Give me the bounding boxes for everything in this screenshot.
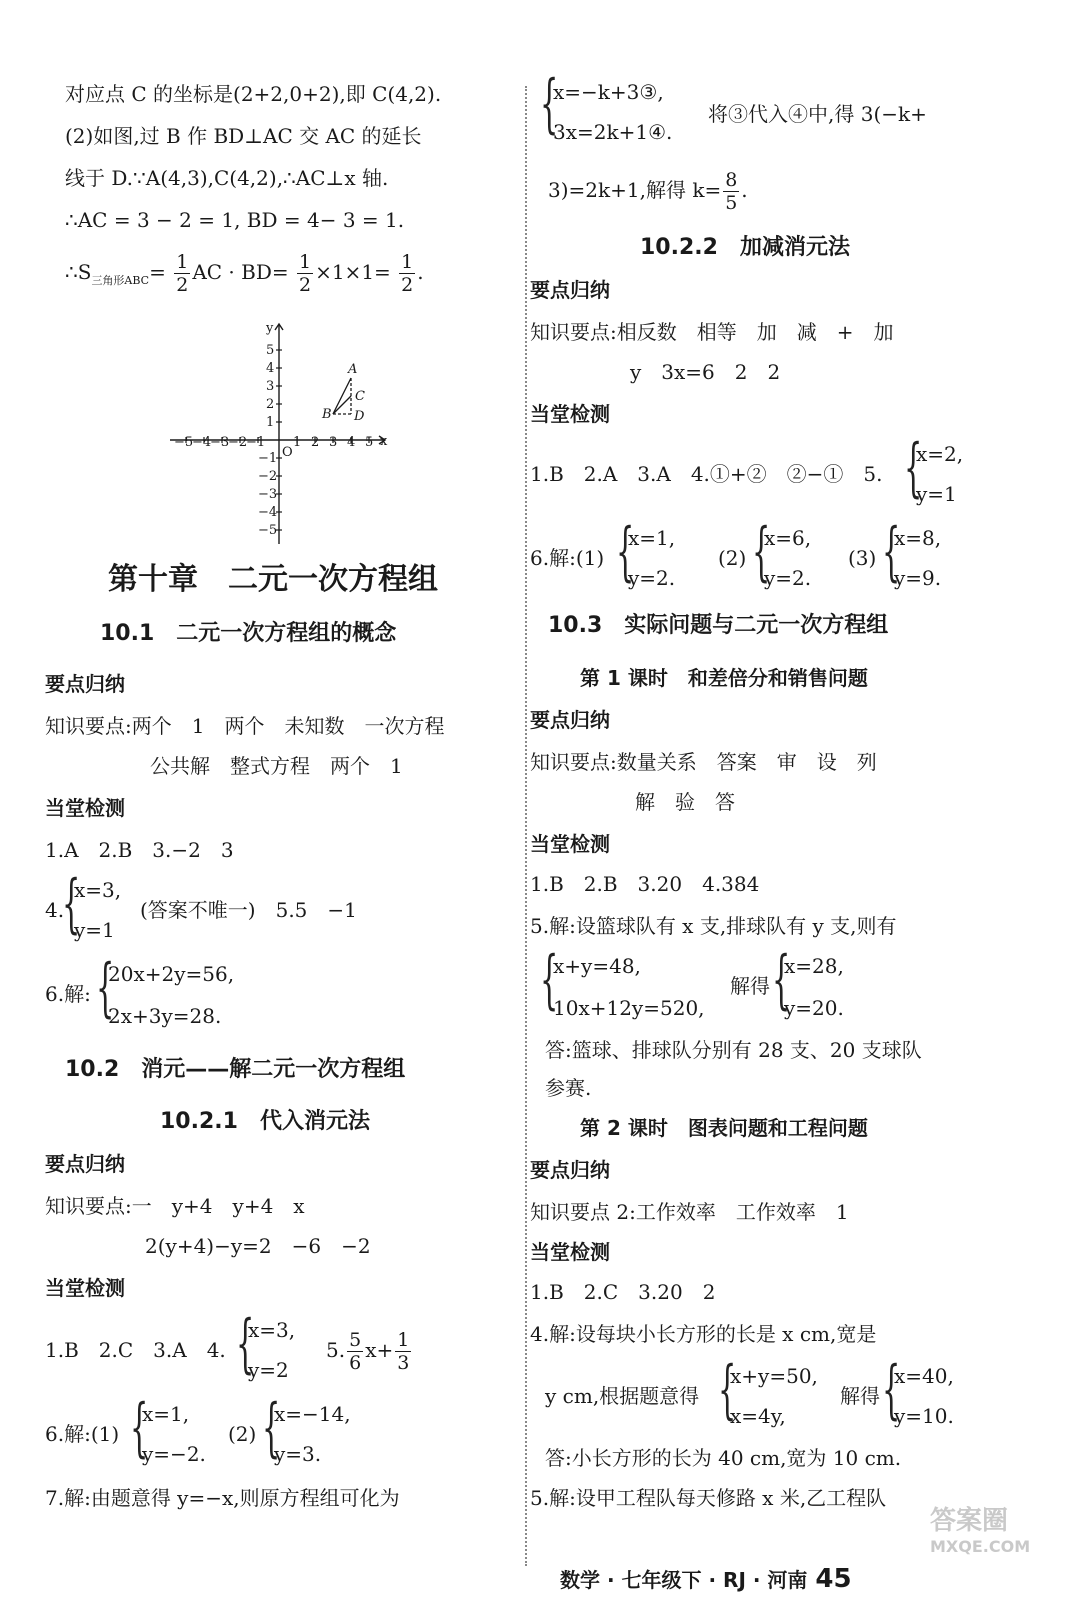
brace: { — [882, 515, 901, 589]
page-footer — [560, 1564, 852, 1594]
point-label-c: C — [355, 389, 365, 404]
equation: y=−2. — [142, 1442, 206, 1466]
equation: x=4y, — [730, 1404, 786, 1428]
section-title: 10.1 二元一次方程组的概念 — [100, 621, 397, 646]
equation: y=1 — [74, 918, 115, 942]
equation: y=2 — [248, 1358, 289, 1382]
axis-label-x: x — [380, 434, 388, 449]
text-line: 线于 D.∵A(4,3),C(4,2),∴AC⊥x 轴. — [65, 166, 389, 190]
subheading: 要点归纳 — [45, 1152, 125, 1176]
subheading: 当堂检测 — [45, 796, 125, 820]
subheading: 要点归纳 — [530, 708, 610, 732]
text-line: 解得 — [840, 1384, 880, 1408]
x-tick-label: −2 — [228, 435, 248, 450]
equation: y=2. — [764, 566, 812, 590]
equation: 20x+2y=56, — [108, 962, 235, 986]
brace: { — [752, 515, 771, 589]
subheading: 当堂检测 — [530, 1240, 610, 1264]
text-line: 5.解:设甲工程队每天修路 x 米,乙工程队 — [530, 1486, 887, 1510]
coordinate-graph — [160, 318, 400, 548]
axis-label-y: y — [266, 321, 274, 336]
point-label-d: D — [354, 409, 365, 424]
equation: x=28, — [784, 954, 844, 978]
y-tick-label: 3 — [266, 379, 275, 394]
brace: { — [540, 943, 559, 1017]
text-line: 对应点 C 的坐标是(2+2,0+2),即 C(4,2). — [65, 82, 442, 106]
equation: 10x+12y=520, — [553, 996, 705, 1020]
y-tick-label: −2 — [258, 469, 278, 484]
text-line: 4.解:设每块小长方形的长是 x cm,宽是 — [530, 1322, 877, 1346]
brace: { — [904, 431, 923, 505]
text-line: 5.解:设篮球队有 x 支,排球队有 y 支,则有 — [530, 914, 897, 938]
x-tick-label: 3 — [329, 435, 338, 450]
equation: x=1, — [142, 1402, 190, 1426]
text-line: 1.A 2.B 3.−2 3 — [45, 838, 234, 862]
text-line: 1.B 2.C 3.20 2 — [530, 1280, 716, 1304]
subheading: 要点归纳 — [530, 1158, 610, 1182]
equation: y=2. — [628, 566, 676, 590]
text-line: 2(y+4)−y=2 −6 −2 — [145, 1234, 371, 1258]
page-number: 45 — [815, 1564, 852, 1594]
text-line: 知识要点:相反数 相等 加 减 + 加 — [530, 320, 894, 344]
answer-line: 6.解:(1) — [530, 546, 605, 570]
equation: 2x+3y=28. — [108, 1004, 222, 1028]
equation: x=8, — [894, 526, 942, 550]
equation: y=10. — [894, 1404, 954, 1428]
answer-line: 5. $\frac{5}{6}$ x+ $\frac{1}{3}$ — [326, 1329, 410, 1374]
text-line: 将③代入④中,得 3(−k+ — [708, 102, 927, 126]
footer-label: 数学 · 七年级下 · RJ · 河南 — [560, 1568, 808, 1592]
text-line: 公共解 整式方程 两个 1 — [150, 754, 403, 778]
section-title: 10.2.2 加减消元法 — [640, 235, 850, 260]
text-line: 1.B 2.B 3.20 4.384 — [530, 872, 760, 896]
y-tick-label: 2 — [266, 397, 275, 412]
answer-line: 6.解:(1) — [45, 1422, 120, 1446]
text-line: 参赛. — [545, 1076, 592, 1100]
text-line: 解 验 答 — [635, 790, 735, 814]
y-tick-label: 1 — [266, 415, 275, 430]
section-title: 10.2.1 代入消元法 — [160, 1109, 370, 1134]
equation: 3x=2k+1④. — [553, 120, 673, 144]
x-tick-label: 2 — [311, 435, 320, 450]
equation: x=2, — [916, 442, 964, 466]
lesson-title: 第 1 课时 和差倍分和销售问题 — [580, 666, 868, 690]
answer-line: 6.解: — [45, 982, 91, 1006]
text-line: 知识要点:数量关系 答案 审 设 列 — [530, 750, 877, 774]
equation: x=6, — [764, 526, 812, 550]
brace: { — [540, 67, 559, 141]
subheading: 要点归纳 — [530, 278, 610, 302]
equation: y=9. — [894, 566, 942, 590]
column-divider — [525, 86, 527, 1566]
y-tick-label: −3 — [258, 487, 278, 502]
text-line: (答案不唯一) 5.5 −1 — [140, 898, 357, 922]
brace: { — [262, 1391, 281, 1465]
subheading: 当堂检测 — [45, 1276, 125, 1300]
text-line: 答:篮球、排球队分别有 28 支、20 支球队 — [545, 1038, 922, 1062]
y-tick-label: 5 — [266, 343, 275, 358]
text-line: 7.解:由题意得 y=−x,则原方程组可化为 — [45, 1486, 400, 1510]
text-line: 知识要点:两个 1 两个 未知数 一次方程 — [45, 714, 445, 738]
answer-line: 4. — [45, 898, 65, 922]
x-tick-label: −3 — [210, 435, 230, 450]
text-line: y 3x=6 2 2 — [630, 360, 781, 384]
equation: x=−14, — [274, 1402, 351, 1426]
text-line: 答:小长方形的长为 40 cm,宽为 10 cm. — [545, 1446, 902, 1470]
equation: x=3, — [248, 1318, 296, 1342]
answer-line: (2) — [718, 546, 747, 570]
answer-line: (3) — [848, 546, 877, 570]
brace: { — [616, 515, 635, 589]
y-tick-label: −5 — [258, 523, 278, 538]
x-tick-label: −1 — [246, 435, 266, 450]
text-line: 解得 — [730, 974, 770, 998]
text-line: 知识要点 2:工作效率 工作效率 1 — [530, 1200, 849, 1224]
equation: x=40, — [894, 1364, 954, 1388]
x-tick-label: 4 — [347, 435, 356, 450]
origin-label: O — [282, 445, 293, 460]
equation: y=20. — [784, 996, 844, 1020]
x-tick-label: −4 — [192, 435, 212, 450]
equation: x=−k+3③, — [553, 80, 664, 104]
x-tick-label: 5 — [365, 435, 374, 450]
answer-line: 1.B 2.C 3.A 4. — [45, 1338, 226, 1362]
brace: { — [718, 1353, 737, 1427]
equation: x=3, — [74, 878, 122, 902]
equation: x=1, — [628, 526, 676, 550]
brace: { — [62, 867, 81, 941]
equation: y=3. — [274, 1442, 322, 1466]
brace: { — [130, 1391, 149, 1465]
answer-line: (2) — [228, 1422, 257, 1446]
equation: x+y=48, — [553, 954, 641, 978]
subheading: 当堂检测 — [530, 402, 610, 426]
text-line: (2)如图,过 B 作 BD⊥AC 交 AC 的延长 — [65, 124, 422, 148]
text-line: 知识要点:一 y+4 y+4 x — [45, 1194, 305, 1218]
chapter-title: 第十章 二元一次方程组 — [108, 562, 438, 597]
equation: y=1 — [916, 482, 957, 506]
brace: { — [96, 951, 115, 1025]
area-formula: $\therefore S_{三角形ABC}=$ $\frac{1}{2}$ AC · BD= $\frac{1}{2}$ ×1×1= $\frac{1}{2}$ . — [65, 251, 424, 296]
subheading: 当堂检测 — [530, 832, 610, 856]
text-line: ∴AC = 3 − 2 = 1, BD = 4− 3 = 1. — [65, 208, 405, 232]
y-tick-label: −1 — [258, 451, 278, 466]
y-tick-label: 4 — [266, 361, 275, 376]
equation: x+y=50, — [730, 1364, 818, 1388]
brace: { — [236, 1307, 255, 1381]
watermark-logo: 答案圈 MXQE.COM — [930, 1506, 1031, 1556]
brace: { — [882, 1353, 901, 1427]
answer-line: 1.B 2.A 3.A 4.①+② ②−① 5. — [530, 462, 883, 486]
text-line: 3)=2k+1,解得 k= $\frac{8}{5}$ . — [548, 169, 748, 214]
point-label-a: A — [348, 362, 358, 377]
y-tick-label: −4 — [258, 505, 278, 520]
section-title: 10.2 消元——解二元一次方程组 — [65, 1057, 406, 1082]
x-tick-label: −5 — [174, 435, 194, 450]
lesson-title: 第 2 课时 图表问题和工程问题 — [580, 1116, 868, 1140]
point-label-b: B — [322, 407, 332, 422]
text-line: y cm,根据题意得 — [545, 1384, 700, 1408]
brace: { — [772, 943, 791, 1017]
section-title: 10.3 实际问题与二元一次方程组 — [548, 613, 889, 638]
x-tick-label: 1 — [293, 435, 302, 450]
subheading: 要点归纳 — [45, 672, 125, 696]
